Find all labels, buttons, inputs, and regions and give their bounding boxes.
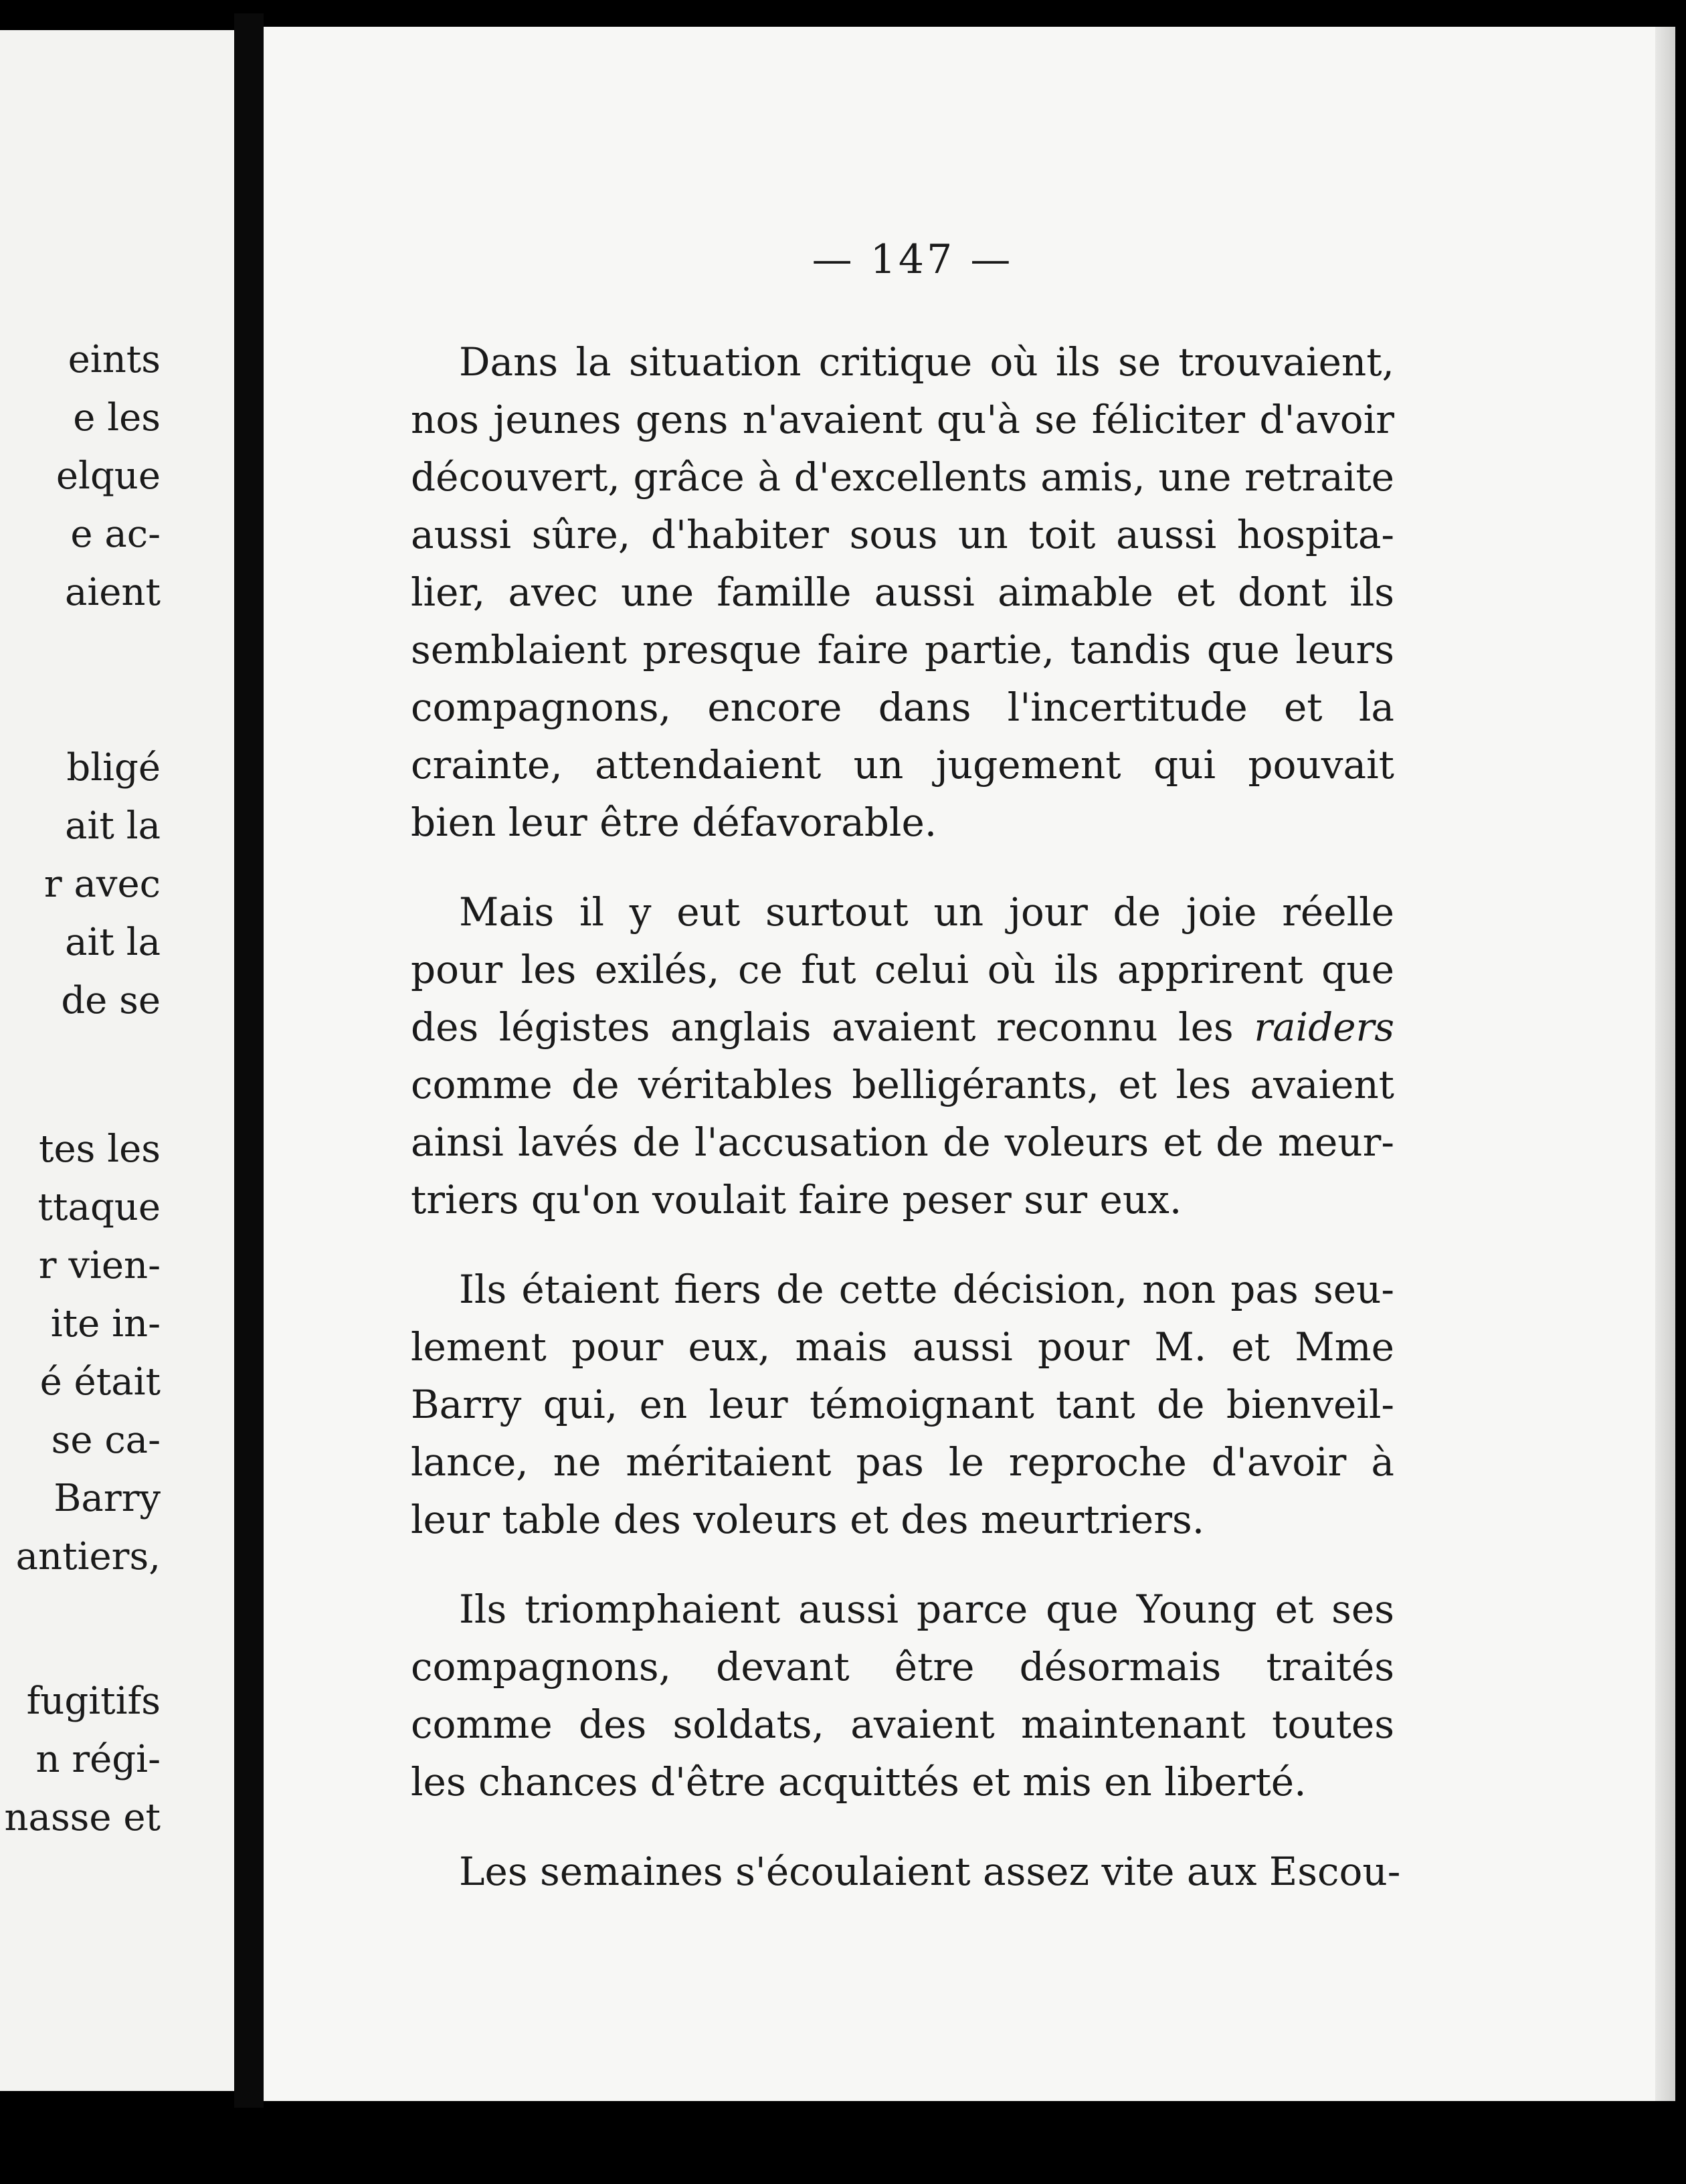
paragraph [411, 1843, 1401, 1900]
left-fragment: é était [39, 1360, 161, 1404]
left-fragment: ttaque [37, 1186, 161, 1229]
text-line: leur table des voleurs et des meurtriers. [411, 1497, 1205, 1542]
page-number: — 147 — [812, 236, 1014, 283]
current-page [264, 27, 1675, 2101]
left-fragment: elque [56, 454, 161, 498]
text-line: semblaient presque faire partie, tandis que leurs [411, 627, 1394, 672]
previous-page-fragment [0, 30, 234, 2091]
text-line: Les semaines s'écoulaient assez vite aux Escou- [459, 1849, 1401, 1894]
text-line-part: des légistes anglais avaient reconnu les [411, 1004, 1234, 1050]
paragraph [411, 1580, 1394, 1811]
text-line: Ils étaient fiers de cette décision, non pas seu- [459, 1267, 1394, 1312]
left-fragment: antiers, [15, 1535, 161, 1578]
text-line: lier, avec une famille aussi aimable et dont ils [411, 569, 1394, 615]
left-fragment: ite in- [50, 1302, 161, 1346]
text-line: lance, ne méritaient pas le reproche d'avoir à [411, 1439, 1394, 1485]
left-fragment: n régi- [35, 1738, 161, 1781]
text-line [411, 998, 1394, 1056]
text-line: découvert, grâce à d'excellents amis, une retraite [411, 454, 1394, 500]
left-fragment: ait la [65, 921, 161, 964]
text-line: Dans la situation critique où ils se trouvaient, [459, 339, 1394, 385]
left-fragment: r vien- [38, 1244, 161, 1287]
text-line: compagnons, devant être désormais traités [411, 1644, 1394, 1690]
italic-word: raiders [1254, 1004, 1395, 1050]
left-fragment: r avec [43, 862, 161, 906]
left-fragment: ait la [65, 804, 161, 848]
text-line: ainsi lavés de l'accusation de voleurs et de meur- [411, 1119, 1394, 1165]
text-line: les chances d'être acquittés et mis en liberté. [411, 1759, 1307, 1805]
text-line: pour les exilés, ce fut celui où ils apprirent que [411, 947, 1394, 992]
text-line: comme des soldats, avaient maintenant toutes [411, 1702, 1394, 1747]
text-line: lement pour eux, mais aussi pour M. et Mme [411, 1324, 1394, 1370]
left-fragment: bligé [66, 746, 161, 790]
left-fragment: fugitifs [26, 1679, 161, 1723]
text-line: triers qu'on voulait faire peser sur eux. [411, 1177, 1182, 1222]
book-spine [234, 13, 264, 2108]
text-line: aussi sûre, d'habiter sous un toit aussi hospita- [411, 512, 1394, 557]
text-line: crainte, attendaient un jugement qui pouvait [411, 742, 1394, 788]
left-fragment: aient [64, 571, 161, 614]
page-edge [1655, 27, 1675, 2101]
left-fragment: tes les [39, 1127, 161, 1171]
left-fragment: e ac- [70, 513, 161, 556]
text-line: Barry qui, en leur témoignant tant de bienveil- [411, 1382, 1394, 1427]
text-line: Ils triomphaient aussi parce que Young et ses [459, 1586, 1394, 1632]
text-line: compagnons, encore dans l'incertitude et la [411, 685, 1394, 730]
paragraph [411, 883, 1394, 1228]
left-fragment: e les [73, 396, 161, 440]
left-fragment: de se [61, 979, 161, 1022]
left-fragment: Barry [54, 1477, 161, 1520]
left-fragment: se ca- [51, 1419, 161, 1462]
page-body [411, 333, 1401, 1900]
left-fragment: nasse et [4, 1796, 161, 1839]
left-fragment: eints [68, 338, 161, 381]
text-line: comme de véritables belligérants, et les avaient [411, 1062, 1394, 1107]
paragraph [411, 1261, 1394, 1548]
text-line: bien leur être défavorable. [411, 800, 937, 845]
text-line: Mais il y eut surtout un jour de joie réelle [459, 889, 1394, 935]
text-line: nos jeunes gens n'avaient qu'à se féliciter d'avoir [411, 397, 1394, 442]
paragraph [411, 333, 1394, 851]
